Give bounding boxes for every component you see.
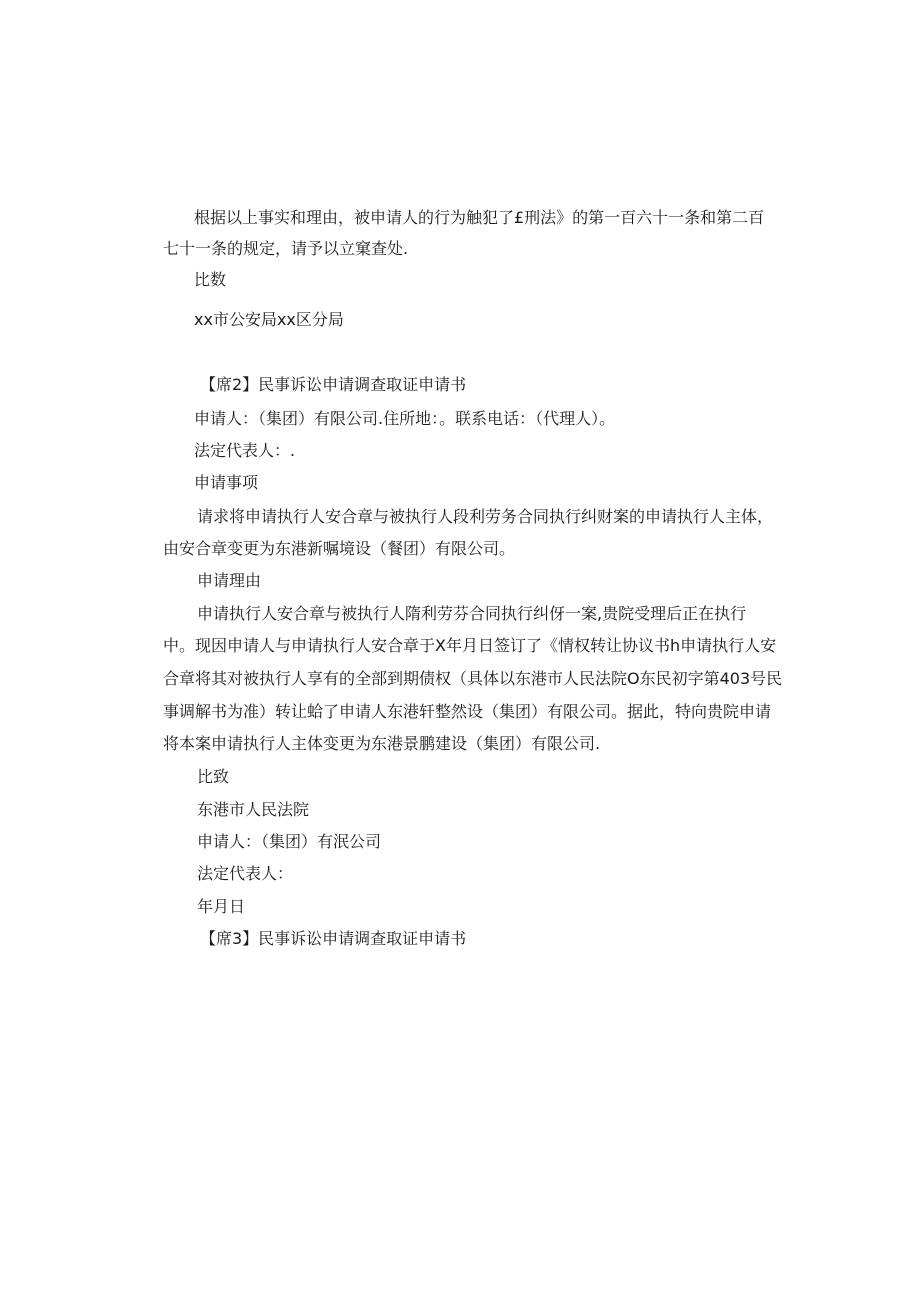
- signature-applicant: 申请人：（集团）有泯公司: [197, 832, 382, 851]
- section-heading: 【席2】民事诉讼申请调查取证申请书: [200, 375, 467, 394]
- paragraph-line: 根据以上事实和理由，被申请人的行为触犯了£刑法》的第一百六十一条和第二百: [194, 208, 765, 227]
- reason-line: 中。现因申请人与申请执行人安合章于X年月日签订了《情权转让协议书h申请执行人安: [163, 636, 777, 655]
- matters-line: 请求将申请执行人安合章与被执行人段利劳务合同执行纠财案的申请执行人主体，: [197, 507, 774, 526]
- reason-line: 申请执行人安合章与被执行人隋利劳芬合同执行纠伢一案,贵院受理后正在执行: [197, 604, 747, 623]
- paragraph-line: 七十一条的规定，请予以立窠查处.: [163, 239, 409, 258]
- court-name: 东港市人民法院: [197, 800, 310, 819]
- section-heading: 【席3】民事诉讼申请调查取证申请书: [200, 929, 467, 948]
- matters-title: 申请事项: [194, 473, 259, 492]
- closing-phrase: 比数: [194, 270, 227, 289]
- closing-phrase: 比致: [197, 767, 230, 786]
- reason-title: 申请理由: [197, 571, 262, 590]
- matters-line: 由安合章变更为东港新嘱境设（餐团）有限公司。: [163, 539, 516, 558]
- reason-line: 事调解书为准）转让蛤了申请人东港轩整然设（集团）有限公司。据此，特向贵院申请: [163, 702, 772, 721]
- date-line: 年月日: [197, 897, 246, 916]
- legal-representative: 法定代表人：.: [194, 441, 296, 460]
- applicant-info: 申请人：（集团）有限公司.住所地：。联系电话：（代理人）。: [194, 409, 616, 428]
- signature-legal-representative: 法定代表人：: [197, 864, 294, 883]
- reason-line: 将本案申请执行人主体变更为东港景鹏建设（集团）有限公司.: [163, 734, 601, 753]
- reason-line: 合章将其对被执行人享有的全部到期债权（具体以东港市人民法院O东民初字第403号民: [163, 669, 783, 688]
- recipient-agency: xx市公安局xx区分局: [194, 310, 344, 329]
